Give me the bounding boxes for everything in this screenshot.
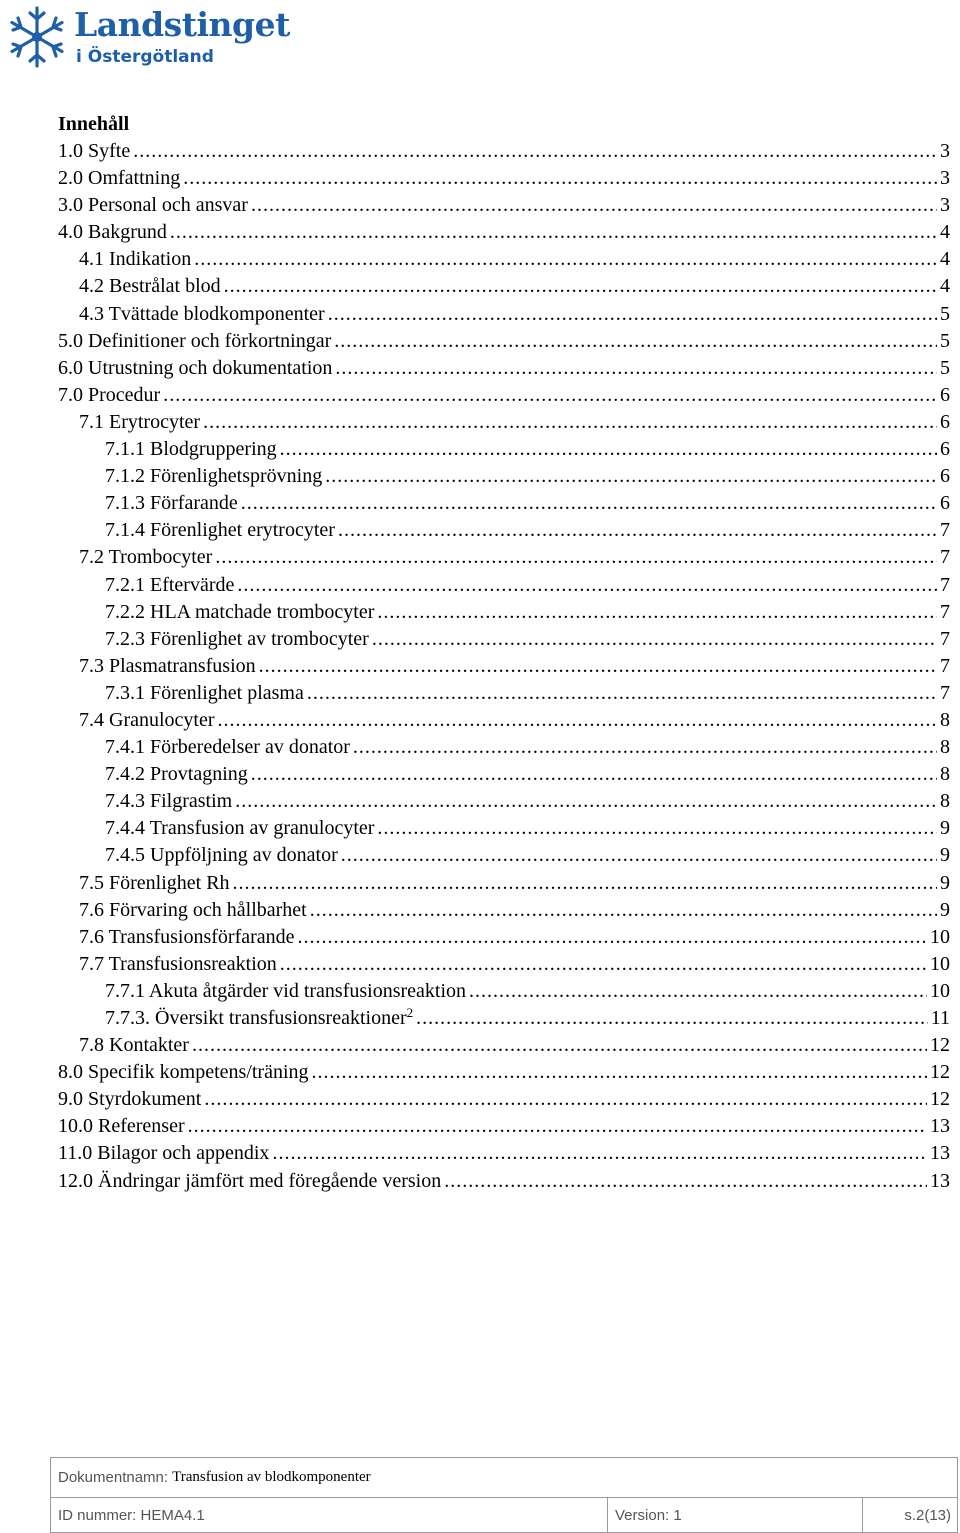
toc-dot-leader	[251, 761, 937, 788]
toc-entry[interactable]	[58, 490, 950, 517]
toc-entry[interactable]	[58, 1168, 950, 1195]
toc-dot-leader	[163, 382, 937, 409]
toc-entry-label-text: 7.4 Granulocyter	[79, 708, 215, 731]
toc-entry[interactable]	[58, 1005, 950, 1032]
toc-page-number: 7	[940, 600, 950, 623]
toc-entry-label	[58, 1113, 185, 1140]
toc-entry-label	[58, 165, 180, 192]
toc-page-number: 9	[940, 844, 950, 867]
toc-entry-label-text: 8.0 Specifik kompetens/träning	[58, 1061, 309, 1084]
toc-entry[interactable]	[58, 273, 950, 300]
toc-entry-label-text: 6.0 Utrustning och dokumentation	[58, 356, 333, 379]
toc-dot-leader	[218, 707, 937, 734]
toc-entry-label-text: 7.8 Kontakter	[79, 1034, 189, 1057]
toc-entry-label	[79, 273, 221, 300]
toc-entry[interactable]	[58, 1059, 950, 1086]
toc-entry-label	[105, 572, 234, 599]
toc-entry-label-text: 7.4.1 Förberedelser av donator	[105, 736, 350, 759]
toc-entry-label-text: 7.1 Erytrocyter	[79, 410, 201, 433]
toc-page-number: 12	[930, 1061, 950, 1084]
toc-page-number: 6	[940, 383, 950, 406]
organization-logo	[4, 4, 294, 72]
toc-entry[interactable]	[58, 1032, 950, 1059]
toc-entry-label	[58, 382, 160, 409]
toc-page-number: 10	[930, 925, 950, 948]
toc-entry-label-text: 11.0 Bilagor och appendix	[58, 1142, 270, 1165]
toc-entry-label	[105, 761, 248, 788]
toc-entry-label	[79, 653, 256, 680]
document-version: Version: 1	[608, 1498, 863, 1532]
toc-entry-label	[58, 1086, 201, 1113]
toc-entry[interactable]	[58, 219, 950, 246]
toc-entry[interactable]	[58, 192, 950, 219]
toc-entry-label	[79, 924, 295, 951]
toc-page-number: 6	[940, 410, 950, 433]
toc-entry[interactable]	[58, 328, 950, 355]
toc-dot-leader	[353, 734, 937, 761]
toc-entry-label	[105, 815, 374, 842]
toc-dot-leader	[310, 897, 937, 924]
toc-entry-label-text: 4.3 Tvättade blodkomponenter	[79, 302, 325, 325]
toc-entry[interactable]	[58, 842, 950, 869]
toc-entry-list	[58, 138, 950, 1195]
toc-entry-label	[105, 734, 350, 761]
toc-page-number: 8	[940, 708, 950, 731]
document-name-label: Dokumentnamn:	[58, 1469, 169, 1486]
toc-page-number: 6	[940, 492, 950, 515]
toc-entry-label-text: 7.3 Plasmatransfusion	[79, 654, 256, 677]
toc-entry-label-text: 7.1.1 Blodgruppering	[105, 438, 277, 461]
toc-page-number: 4	[940, 221, 950, 244]
toc-entry-label	[105, 978, 466, 1005]
toc-page-number: 5	[940, 302, 950, 325]
toc-dot-leader	[416, 1005, 928, 1032]
toc-page-number: 7	[940, 681, 950, 704]
toc-entry-label	[105, 842, 338, 869]
toc-page-number: 8	[940, 763, 950, 786]
toc-entry-label	[105, 680, 304, 707]
toc-dot-leader	[188, 1113, 927, 1140]
toc-entry-label	[79, 951, 277, 978]
toc-entry[interactable]	[58, 951, 950, 978]
toc-entry-label-text: 9.0 Styrdokument	[58, 1088, 202, 1111]
toc-entry-label-text: 7.4.4 Transfusion av granulocyter	[105, 817, 375, 840]
toc-entry-label-text: 7.1.3 Förfarande	[105, 492, 238, 515]
toc-entry-label	[58, 328, 331, 355]
toc-dot-leader	[341, 842, 937, 869]
toc-entry-label-text: 2.0 Omfattning	[58, 167, 181, 190]
toc-entry-label	[105, 463, 322, 490]
toc-entry-label-text: 5.0 Definitioner och förkortningar	[58, 329, 332, 352]
toc-entry[interactable]	[58, 788, 950, 815]
toc-dot-leader	[204, 1086, 927, 1113]
toc-entry-label	[105, 517, 335, 544]
toc-dot-leader	[203, 409, 937, 436]
footer-document-name-row	[51, 1458, 957, 1498]
toc-dot-leader	[183, 165, 937, 192]
toc-dot-leader	[338, 517, 937, 544]
toc-entry-label-text: 7.2 Trombocyter	[79, 546, 213, 569]
toc-entry[interactable]	[58, 978, 950, 1005]
toc-entry[interactable]	[58, 382, 950, 409]
logo-subtitle: i Östergötland	[76, 47, 214, 67]
toc-dot-leader	[192, 1032, 927, 1059]
toc-entry-label	[79, 870, 230, 897]
toc-dot-leader	[307, 680, 937, 707]
toc-dot-leader	[215, 544, 937, 571]
toc-dot-leader	[335, 355, 937, 382]
toc-entry-label-text: 7.0 Procedur	[58, 383, 161, 406]
toc-entry-label	[105, 599, 374, 626]
toc-entry[interactable]	[58, 761, 950, 788]
toc-entry[interactable]	[58, 653, 950, 680]
toc-entry-label	[105, 436, 277, 463]
toc-entry-label	[58, 138, 130, 165]
logo-title: Landstinget	[74, 5, 290, 44]
toc-entry-label	[58, 1059, 309, 1086]
toc-entry-label-text: 7.6 Förvaring och hållbarhet	[79, 898, 307, 921]
toc-page-number: 7	[940, 546, 950, 569]
toc-dot-leader	[444, 1168, 927, 1195]
toc-entry-label-text: 7.3.1 Förenlighet plasma	[105, 681, 304, 704]
toc-dot-leader	[377, 599, 937, 626]
toc-entry[interactable]	[58, 924, 950, 951]
toc-page-number: 12	[930, 1088, 950, 1111]
toc-entry-label-text: 1.0 Syfte	[58, 140, 131, 162]
toc-entry[interactable]	[58, 409, 950, 436]
toc-page-number: 7	[940, 654, 950, 677]
toc-page-number: 10	[930, 952, 950, 975]
toc-page-number: 12	[930, 1034, 950, 1057]
toc-entry[interactable]	[58, 165, 950, 192]
toc-entry-label	[105, 626, 369, 653]
toc-entry-label-text: 7.7.3. Översikt transfusionsreaktioner	[105, 1007, 407, 1029]
toc-entry-label-text: 7.1.2 Förenlighetsprövning	[105, 465, 323, 488]
toc-entry[interactable]	[58, 680, 950, 707]
toc-entry[interactable]	[58, 246, 950, 273]
toc-page-number: 13	[930, 1169, 950, 1192]
toc-entry-label	[79, 409, 200, 436]
footnote-marker: 2	[406, 1005, 414, 1020]
toc-dot-leader	[334, 328, 937, 355]
toc-dot-leader	[233, 870, 937, 897]
toc-dot-leader	[280, 951, 927, 978]
toc-entry[interactable]	[58, 1086, 950, 1113]
toc-entry-label-text: 4.0 Bakgrund	[58, 221, 167, 244]
toc-page-number: 7	[940, 627, 950, 650]
toc-page-number: 10	[930, 979, 950, 1002]
toc-page-number: 13	[930, 1142, 950, 1165]
toc-dot-leader	[224, 273, 937, 300]
toc-entry[interactable]	[58, 599, 950, 626]
toc-entry-label	[105, 788, 232, 815]
toc-entry-label	[58, 192, 248, 219]
toc-entry-label-text: 7.2.1 Eftervärde	[105, 573, 235, 596]
toc-entry-label	[79, 301, 325, 328]
toc-dot-leader	[280, 436, 937, 463]
toc-page-number: 8	[940, 736, 950, 759]
toc-entry-label-text: 10.0 Referenser	[58, 1115, 185, 1138]
toc-page-number: 9	[940, 817, 950, 840]
toc-page-number: 13	[930, 1115, 950, 1138]
toc-entry-label-text: 4.1 Indikation	[79, 248, 192, 271]
toc-dot-leader	[328, 301, 937, 328]
toc-entry[interactable]	[58, 815, 950, 842]
toc-entry-label-text: 7.1.4 Förenlighet erytrocyter	[105, 519, 335, 542]
toc-heading: Innehåll	[58, 113, 130, 135]
toc-entry-label-text: 7.7.1 Akuta åtgärder vid transfusionsreaktion	[105, 979, 467, 1002]
toc-entry-label	[58, 1140, 269, 1167]
toc-page-number: 4	[940, 275, 950, 298]
toc-entry[interactable]	[58, 870, 950, 897]
toc-dot-leader	[170, 219, 937, 246]
toc-page-number: 11	[930, 1007, 950, 1029]
toc-page-number: 9	[940, 898, 950, 921]
toc-page-number: 7	[940, 519, 950, 542]
toc-entry-label-text: 7.2.2 HLA matchade trombocyter	[105, 600, 375, 623]
toc-page-number: 8	[940, 790, 950, 813]
toc-entry-label-text: 7.6 Transfusionsförfarande	[79, 925, 295, 948]
toc-page-number: 3	[940, 140, 950, 162]
toc-entry[interactable]	[58, 707, 950, 734]
page-indicator: s.2(13)	[904, 1506, 951, 1524]
toc-entry[interactable]	[58, 463, 950, 490]
toc-page-number: 5	[940, 329, 950, 352]
toc-entry-label-text: 7.5 Förenlighet Rh	[79, 871, 230, 894]
toc-entry[interactable]	[58, 301, 950, 328]
toc-entry-label-text: 7.4.2 Provtagning	[105, 763, 248, 786]
toc-entry-label	[58, 1168, 441, 1195]
toc-entry[interactable]	[58, 544, 950, 571]
toc-dot-leader	[259, 653, 937, 680]
toc-entry-label	[105, 1005, 413, 1032]
toc-entry-label	[79, 707, 215, 734]
toc-dot-leader	[298, 924, 927, 951]
document-name-value: Transfusion av blodkomponenter	[172, 1469, 371, 1485]
toc-page-number: 5	[940, 356, 950, 379]
toc-entry-label	[105, 490, 238, 517]
document-footer	[50, 1457, 958, 1533]
toc-page-number: 4	[940, 248, 950, 271]
toc-page-number: 9	[940, 871, 950, 894]
toc-entry-label-text: 3.0 Personal och ansvar	[58, 194, 248, 217]
toc-dot-leader	[241, 490, 937, 517]
toc-entry[interactable]	[58, 436, 950, 463]
toc-entry-label-text: 12.0 Ändringar jämfört med föregående version	[58, 1169, 442, 1192]
footer-meta-row	[51, 1498, 957, 1532]
toc-entry[interactable]	[58, 138, 950, 165]
toc-entry[interactable]	[58, 355, 950, 382]
toc-dot-leader	[251, 192, 937, 219]
toc-entry-label-text: 7.7 Transfusionsreaktion	[79, 952, 277, 975]
toc-entry-label	[79, 1032, 189, 1059]
toc-dot-leader	[194, 246, 937, 273]
document-id: ID nummer: HEMA4.1	[51, 1498, 608, 1532]
toc-page-number: 7	[940, 573, 950, 596]
toc-dot-leader	[377, 815, 937, 842]
toc-dot-leader	[235, 788, 937, 815]
toc-dot-leader	[312, 1059, 927, 1086]
toc-page-number: 3	[940, 194, 950, 217]
toc-dot-leader	[133, 138, 937, 165]
toc-entry[interactable]	[58, 626, 950, 653]
toc-entry[interactable]	[58, 572, 950, 599]
toc-entry[interactable]	[58, 1113, 950, 1140]
toc-dot-leader	[237, 572, 937, 599]
table-of-contents	[58, 111, 950, 1195]
toc-entry-label	[79, 897, 307, 924]
toc-page-number: 6	[940, 438, 950, 461]
toc-page-number: 6	[940, 465, 950, 488]
toc-entry-label	[79, 544, 212, 571]
toc-page-number: 3	[940, 167, 950, 190]
snowflake-logo-icon	[4, 4, 70, 70]
toc-entry-label	[79, 246, 191, 273]
toc-dot-leader	[469, 978, 927, 1005]
toc-entry[interactable]	[58, 734, 950, 761]
toc-entry[interactable]	[58, 517, 950, 544]
toc-entry-label-text: 7.4.3 Filgrastim	[105, 790, 233, 813]
toc-dot-leader	[325, 463, 937, 490]
toc-entry-label-text: 4.2 Bestrålat blod	[79, 275, 221, 298]
toc-entry-label-text: 7.4.5 Uppföljning av donator	[105, 844, 338, 867]
toc-entry[interactable]	[58, 1140, 950, 1167]
toc-entry-label	[58, 355, 332, 382]
toc-dot-leader	[272, 1140, 927, 1167]
toc-entry-label-text: 7.2.3 Förenlighet av trombocyter	[105, 627, 369, 650]
toc-entry[interactable]	[58, 897, 950, 924]
toc-entry-label	[58, 219, 167, 246]
toc-dot-leader	[372, 626, 937, 653]
